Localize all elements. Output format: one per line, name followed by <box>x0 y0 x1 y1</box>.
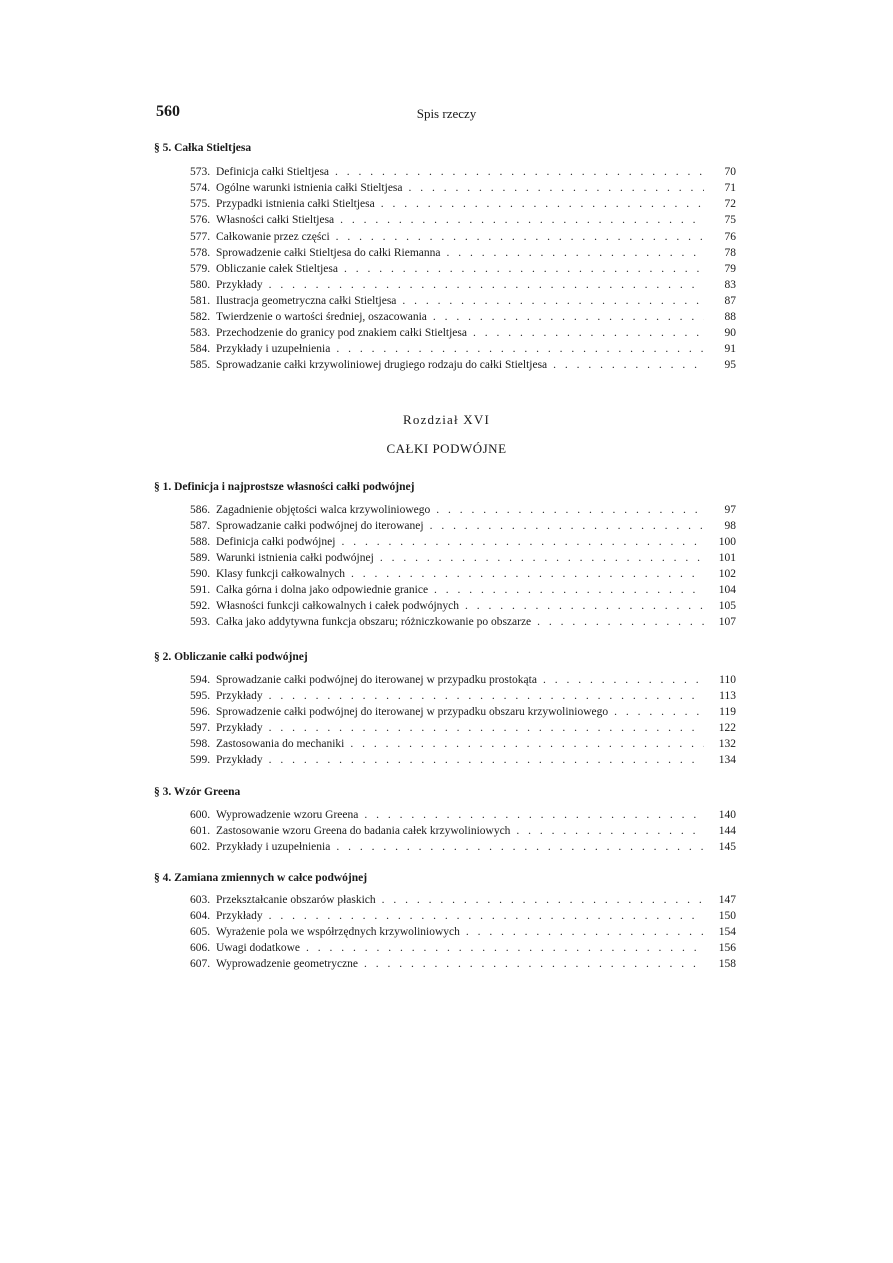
toc-entry[interactable] <box>190 502 736 518</box>
leader-dots <box>344 261 704 277</box>
section-heading-change-of-variables: § 4. Zamiana zmiennych w całce podwójnej <box>154 872 368 884</box>
entry-title: Przykłady <box>216 754 263 766</box>
entry-title: Całka jako addytywna funkcja obszaru; różniczkowanie po obszarze <box>216 616 532 628</box>
leader-dots <box>269 720 704 736</box>
leader-dots <box>364 807 704 823</box>
entry-number: 590. <box>190 568 211 580</box>
entry-page: 76 <box>724 231 736 243</box>
leader-dots <box>465 598 704 614</box>
entry-page: 87 <box>724 295 736 307</box>
entry-number: 585. <box>190 359 211 371</box>
entry-title: Przechodzenie do granicy pod znakiem całki Stieltjesa <box>216 327 467 339</box>
leader-dots <box>336 229 704 245</box>
toc-entry[interactable] <box>190 688 736 704</box>
entry-page: 122 <box>718 722 736 734</box>
entry-number: 573. <box>190 166 211 178</box>
entry-number: 596. <box>190 706 211 718</box>
leader-dots <box>537 614 704 630</box>
running-title: Spis rzeczy <box>416 106 477 121</box>
entry-page: 88 <box>724 311 736 323</box>
toc-entry[interactable] <box>190 229 736 245</box>
entry-page: 119 <box>719 706 736 718</box>
entry-page: 83 <box>724 279 736 291</box>
leader-dots <box>269 908 704 924</box>
toc-entry[interactable] <box>190 325 736 341</box>
entry-page: 90 <box>724 327 736 339</box>
entry-number: 574. <box>190 182 211 194</box>
entry-page: 105 <box>718 600 736 612</box>
toc-entry[interactable] <box>190 518 736 534</box>
leader-dots <box>553 357 704 373</box>
leader-dots <box>351 566 704 582</box>
leader-dots <box>336 341 704 357</box>
entry-title: Sprowadzenie całki podwójnej do iterowanej w przypadku obszaru krzywoliniowego <box>216 706 609 718</box>
leader-dots <box>433 309 704 325</box>
entry-page: 72 <box>724 198 736 210</box>
entry-page: 158 <box>718 958 736 970</box>
leader-dots <box>381 196 704 212</box>
leader-dots <box>380 550 704 566</box>
entry-number: 602. <box>190 841 211 853</box>
toc-entry[interactable] <box>190 908 736 924</box>
entry-title: Przykłady i uzupełnienia <box>216 343 331 355</box>
toc-entry[interactable] <box>190 720 736 736</box>
leader-dots <box>382 892 704 908</box>
entry-page: 95 <box>724 359 736 371</box>
leader-dots <box>306 940 704 956</box>
entry-title: Wyprowadzenie wzoru Greena <box>216 809 359 821</box>
toc-entry[interactable] <box>190 582 736 598</box>
entry-title: Wyprowadzenie geometryczne <box>216 958 359 970</box>
entry-number: 582. <box>190 311 211 323</box>
entry-page: 104 <box>718 584 736 596</box>
entry-title: Sprowadzanie całki podwójnej do iterowanej w przypadku prostokąta <box>216 674 537 686</box>
toc-entry[interactable] <box>190 807 736 823</box>
page-number: 560 <box>156 103 180 120</box>
entry-page: 145 <box>718 841 736 853</box>
section-heading-computation: § 2. Obliczanie całki podwójnej <box>154 651 308 663</box>
chapter-label: Rozdział XVI <box>403 412 490 427</box>
toc-entry[interactable] <box>190 704 736 720</box>
toc-entry[interactable] <box>190 341 736 357</box>
leader-dots <box>402 293 704 309</box>
leader-dots <box>614 704 704 720</box>
entry-page: 110 <box>719 674 736 686</box>
entry-number: 578. <box>190 247 211 259</box>
entry-number: 592. <box>190 600 211 612</box>
entry-number: 600. <box>190 809 211 821</box>
entry-page: 102 <box>718 568 736 580</box>
entry-page: 113 <box>719 690 736 702</box>
entry-title: Całkowanie przez części <box>216 231 330 243</box>
entry-number: 583. <box>190 327 211 339</box>
entry-number: 584. <box>190 343 211 355</box>
entry-number: 601. <box>190 825 211 837</box>
entry-title: Sprowadzanie całki krzywoliniowej drugiego rodzaju do całki Stieltjesa <box>216 359 548 371</box>
entry-title: Twierdzenie o wartości średniej, oszacowania <box>216 311 427 323</box>
entry-page: 97 <box>724 504 736 516</box>
entry-page: 70 <box>724 166 736 178</box>
entry-number: 576. <box>190 214 211 226</box>
section-heading-definition: § 1. Definicja i najprostsze własności całki podwójnej <box>154 481 415 493</box>
toc-entry[interactable] <box>190 293 736 309</box>
section-heading-stieltjes: § 5. Całka Stieltjesa <box>154 142 252 154</box>
toc-entry[interactable] <box>190 357 736 373</box>
entry-number: 595. <box>190 690 211 702</box>
entry-title: Definicja całki Stieltjesa <box>216 166 330 178</box>
entry-number: 575. <box>190 198 211 210</box>
entry-title: Ilustracja geometryczna całki Stieltjesa <box>216 295 397 307</box>
leader-dots <box>409 180 704 196</box>
entry-title: Własności funkcji całkowalnych i całek podwójnych <box>216 600 460 612</box>
entry-number: 579. <box>190 263 211 275</box>
entry-number: 603. <box>190 894 211 906</box>
entry-page: 101 <box>718 552 736 564</box>
leader-dots <box>473 325 704 341</box>
chapter-title: CAŁKI PODWÓJNE <box>386 441 507 456</box>
entry-number: 607. <box>190 958 211 970</box>
entry-title: Zastosowania do mechaniki <box>216 738 345 750</box>
entry-number: 586. <box>190 504 211 516</box>
leader-dots <box>350 736 704 752</box>
leader-dots <box>269 277 704 293</box>
entry-title: Zagadnienie objętości walca krzywoliniowego <box>216 504 431 516</box>
toc-entry[interactable] <box>190 940 736 956</box>
entry-number: 597. <box>190 722 211 734</box>
toc-entry[interactable] <box>190 534 736 550</box>
toc-entry[interactable] <box>190 309 736 325</box>
entry-title: Przykłady <box>216 690 263 702</box>
entry-page: 147 <box>718 894 736 906</box>
entry-number: 593. <box>190 616 211 628</box>
entry-title: Przykłady <box>216 910 263 922</box>
toc-entry[interactable] <box>190 752 736 768</box>
toc-entry[interactable] <box>190 180 736 196</box>
entry-title: Własności całki Stieltjesa <box>216 214 335 226</box>
entry-page: 140 <box>718 809 736 821</box>
entry-title: Przykłady i uzupełnienia <box>216 841 331 853</box>
toc-entry[interactable] <box>190 956 736 972</box>
entry-number: 606. <box>190 942 211 954</box>
toc-entry[interactable] <box>190 245 736 261</box>
entry-page: 91 <box>724 343 736 355</box>
toc-entry[interactable] <box>190 614 736 630</box>
entry-number: 577. <box>190 231 211 243</box>
toc-entry[interactable] <box>190 598 736 614</box>
entry-number: 589. <box>190 552 211 564</box>
entry-number: 599. <box>190 754 211 766</box>
entry-title: Wyrażenie pola we współrzędnych krzywoliniowych <box>216 926 460 938</box>
section-heading-green: § 3. Wzór Greena <box>154 786 241 798</box>
leader-dots <box>516 823 704 839</box>
entry-number: 605. <box>190 926 211 938</box>
entry-page: 156 <box>718 942 736 954</box>
entry-title: Definicja całki podwójnej <box>216 536 336 548</box>
entry-number: 587. <box>190 520 211 532</box>
entry-title: Obliczanie całek Stieltjesa <box>216 263 338 275</box>
toc-entry[interactable] <box>190 566 736 582</box>
toc-entry[interactable] <box>190 277 736 293</box>
entry-number: 604. <box>190 910 211 922</box>
leader-dots <box>341 534 704 550</box>
entry-title: Przypadki istnienia całki Stieltjesa <box>216 198 375 210</box>
entry-number: 591. <box>190 584 211 596</box>
leader-dots <box>364 956 704 972</box>
entry-number: 580. <box>190 279 211 291</box>
toc-entry[interactable] <box>190 736 736 752</box>
entry-page: 107 <box>718 616 736 628</box>
toc-entry[interactable] <box>190 550 736 566</box>
entry-page: 98 <box>724 520 736 532</box>
leader-dots <box>336 839 704 855</box>
toc-entry[interactable] <box>190 924 736 940</box>
entry-page: 78 <box>724 247 736 259</box>
entry-title: Ogólne warunki istnienia całki Stieltjesa <box>216 182 403 194</box>
leader-dots <box>269 752 704 768</box>
entry-page: 154 <box>718 926 736 938</box>
leader-dots <box>543 672 704 688</box>
leader-dots <box>430 518 704 534</box>
entry-title: Warunki istnienia całki podwójnej <box>216 552 374 564</box>
toc-entry[interactable] <box>190 261 736 277</box>
leader-dots <box>335 164 704 180</box>
toc-entry[interactable] <box>190 672 736 688</box>
toc-entry[interactable] <box>190 196 736 212</box>
entry-page: 132 <box>718 738 736 750</box>
toc-entry[interactable] <box>190 839 736 855</box>
entry-title: Całka górna i dolna jako odpowiednie granice <box>216 584 429 596</box>
leader-dots <box>269 688 704 704</box>
entry-number: 598. <box>190 738 211 750</box>
leader-dots <box>434 582 704 598</box>
entry-title: Zastosowanie wzoru Greena do badania całek krzywoliniowych <box>216 825 511 837</box>
toc-entry[interactable] <box>190 892 736 908</box>
entry-page: 134 <box>718 754 736 766</box>
entry-title: Uwagi dodatkowe <box>216 942 300 954</box>
entry-page: 150 <box>718 910 736 922</box>
entry-number: 581. <box>190 295 211 307</box>
entry-title: Sprowadzanie całki podwójnej do iterowanej <box>216 520 424 532</box>
entry-page: 100 <box>718 536 736 548</box>
entry-title: Przykłady <box>216 279 263 291</box>
entry-title: Przekształcanie obszarów płaskich <box>216 894 376 906</box>
toc-entry[interactable] <box>190 212 736 228</box>
leader-dots <box>436 502 704 518</box>
toc-entry[interactable] <box>190 823 736 839</box>
entry-page: 75 <box>724 214 736 226</box>
entry-number: 588. <box>190 536 211 548</box>
entry-title: Sprowadzenie całki Stieltjesa do całki Riemanna <box>216 247 441 259</box>
leader-dots <box>447 245 705 261</box>
leader-dots <box>340 212 704 228</box>
leader-dots <box>466 924 704 940</box>
entry-title: Przykłady <box>216 722 263 734</box>
entry-page: 71 <box>724 182 736 194</box>
toc-entry[interactable] <box>190 164 736 180</box>
entry-page: 144 <box>718 825 736 837</box>
entry-number: 594. <box>190 674 211 686</box>
entry-title: Klasy funkcji całkowalnych <box>216 568 346 580</box>
entry-page: 79 <box>724 263 736 275</box>
